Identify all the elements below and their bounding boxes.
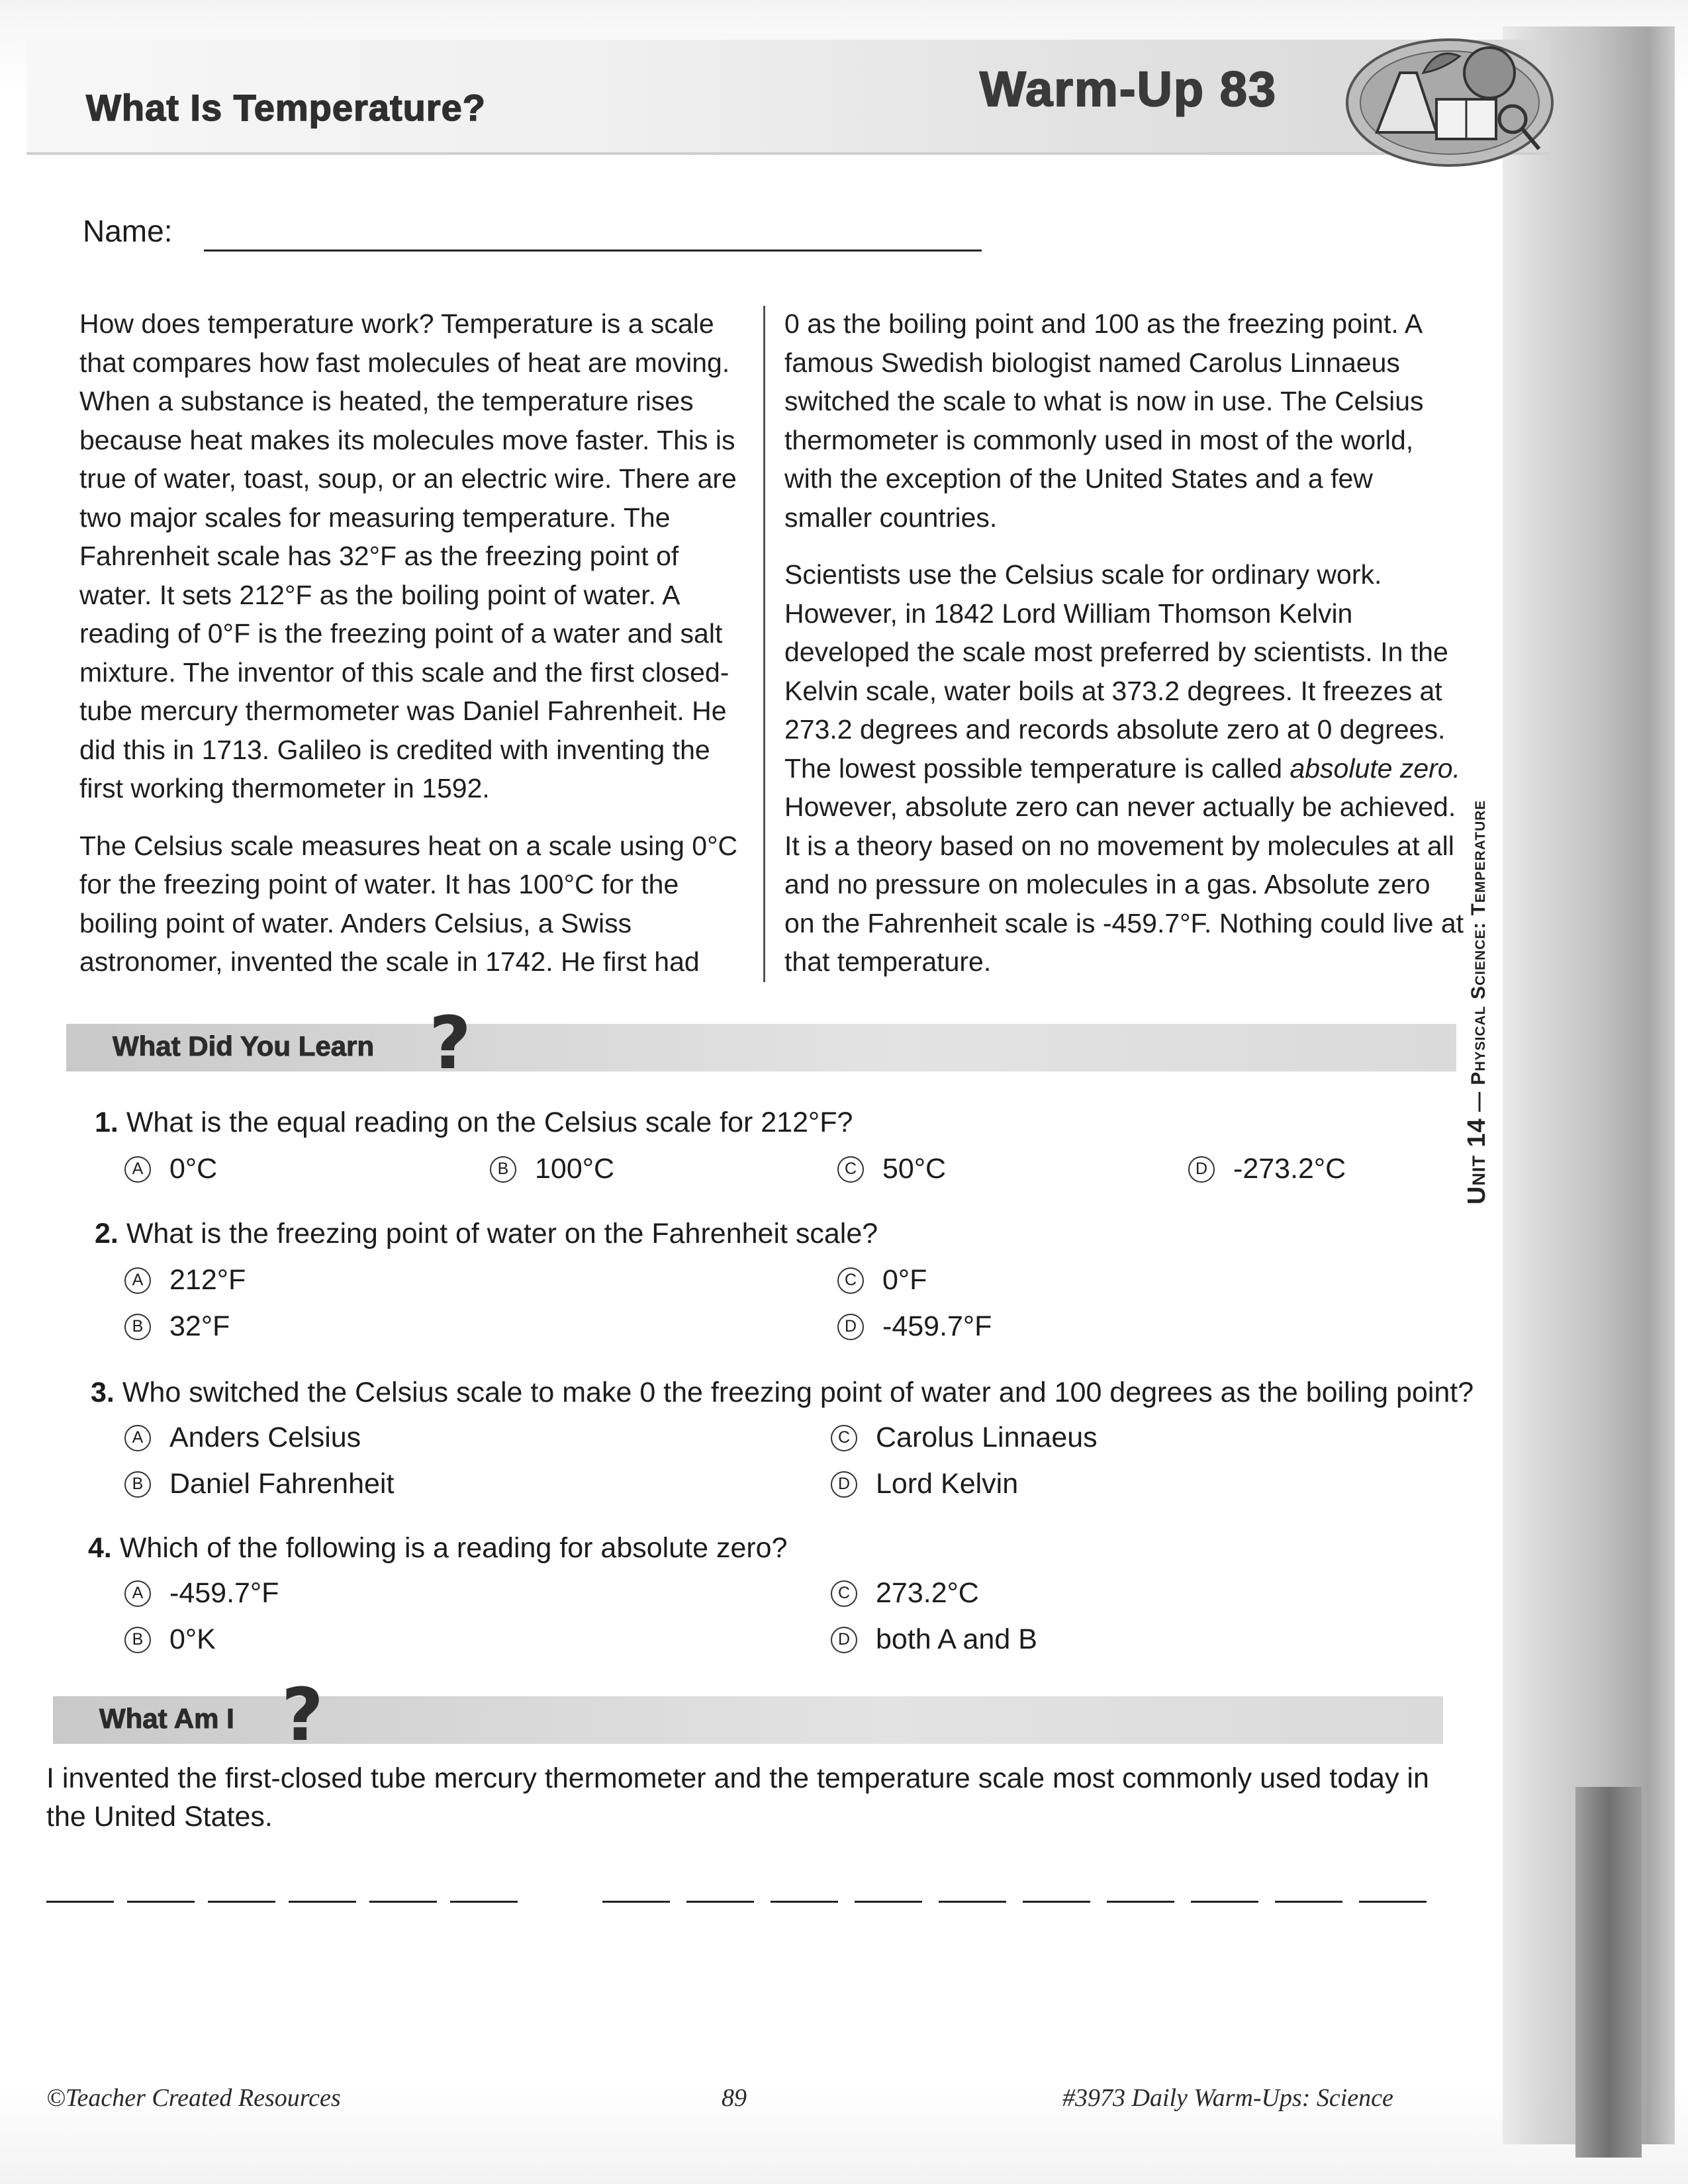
option-bubble[interactable]: B bbox=[490, 1156, 516, 1183]
option-bubble[interactable]: B bbox=[124, 1627, 151, 1653]
option-bubble[interactable]: C bbox=[837, 1267, 864, 1294]
option-bubble[interactable]: C bbox=[831, 1425, 857, 1451]
option-bubble[interactable]: B bbox=[124, 1471, 151, 1498]
answer-option-2c[interactable]: C 0°F bbox=[837, 1264, 927, 1297]
letter-blank[interactable] bbox=[686, 1901, 754, 1903]
letter-blank[interactable] bbox=[771, 1901, 838, 1903]
unit-side-label: Unit 14 — Physical Science: Temperature bbox=[1463, 799, 1491, 1205]
name-label: Name: bbox=[83, 214, 173, 248]
letter-blank[interactable] bbox=[289, 1901, 356, 1903]
letter-blank[interactable] bbox=[855, 1901, 922, 1903]
reading-column-right bbox=[784, 304, 1466, 981]
letter-blank[interactable] bbox=[127, 1901, 195, 1903]
emphasis-term: absolute zero. bbox=[1289, 752, 1460, 784]
name-input-line[interactable] bbox=[204, 250, 982, 251]
section-title-what-am-i: What Am I bbox=[99, 1703, 234, 1734]
footer-publisher: ©Teacher Created Resources bbox=[46, 2084, 341, 2112]
reading-paragraph: 0 as the boiling point and 100 as the freezing point. A famous Swedish biologist named Carolus Linnaeus switched the scale to what is now in use. The Celsius thermometer is commonly used in most of the world, with the exception of the United States and a few smaller countries. bbox=[784, 308, 1424, 533]
option-bubble[interactable]: A bbox=[124, 1156, 151, 1183]
answer-option-3b[interactable]: B Daniel Fahrenheit bbox=[124, 1468, 394, 1500]
answer-option-1c[interactable]: C 50°C bbox=[837, 1153, 946, 1185]
letter-blank[interactable] bbox=[450, 1901, 518, 1903]
warmup-number: Warm-Up 83 bbox=[980, 62, 1278, 116]
letter-blank[interactable] bbox=[1107, 1901, 1174, 1903]
answer-option-1b[interactable]: B 100°C bbox=[490, 1153, 614, 1185]
option-bubble[interactable]: C bbox=[837, 1156, 864, 1183]
letter-blank[interactable] bbox=[602, 1901, 670, 1903]
riddle-text: I invented the first-closed tube mercury thermometer and the temperature scale most commonly used today in the United States. bbox=[46, 1762, 1429, 1833]
option-bubble[interactable]: A bbox=[124, 1267, 151, 1294]
answer-option-1a[interactable]: A 0°C bbox=[124, 1153, 217, 1185]
answer-option-4c[interactable]: C 273.2°C bbox=[831, 1577, 979, 1610]
reading-paragraph: How does temperature work? Temperature is a scale that compares how fast molecules of heat are moving. When a substance is heated, the temperature rises because heat makes its molecules move faster. This is true of water, toast, soup, or an electric wire. There are two major scales for measuring temperature. The Fahrenheit scale has 32°F as the freezing point of water. It sets 212°F as the boiling point of water. A reading of 0°F is the freezing point of a water and salt mixture. The inventor of this scale and the first closed-tube mercury thermometer was Daniel Fahrenheit. He did this in 1713. Galileo is credited with inventing the first working thermometer in 1592. bbox=[79, 308, 737, 803]
option-bubble[interactable]: A bbox=[124, 1580, 151, 1607]
letter-blank[interactable] bbox=[46, 1901, 114, 1903]
letter-blank[interactable] bbox=[1275, 1901, 1342, 1903]
letter-blank[interactable] bbox=[1191, 1901, 1258, 1903]
question-3: 3. Who switched the Celsius scale to make 0 the freezing point of water and 100 degrees as the boiling point? bbox=[91, 1377, 1474, 1408]
question-2: 2. What is the freezing point of water on the Fahrenheit scale? bbox=[95, 1218, 878, 1250]
question-mark-icon: ? bbox=[429, 1001, 471, 1085]
answer-option-2b[interactable]: B 32°F bbox=[124, 1310, 230, 1343]
question-mark-icon: ? bbox=[281, 1672, 324, 1757]
letter-blank[interactable] bbox=[939, 1901, 1006, 1903]
reading-column-left bbox=[79, 304, 748, 981]
letter-blank[interactable] bbox=[208, 1901, 275, 1903]
question-1: 1. What is the equal reading on the Celsius scale for 212°F? bbox=[95, 1107, 853, 1138]
reading-paragraph: Scientists use the Celsius scale for ordinary work. However, in 1842 Lord William Thomson Kelvin developed the scale most preferred by scientists. In the Kelvin scale, water boils at 373.2 degrees. It freezes at 273.2 degrees and records absolute zero at 0 degrees. The lowest possible temperature is called absolute zero. However, absolute zero can never actually be achieved. It is a theory based on no movement by molecules at all and no pressure on molecules in a gas. Absolute zero on the Fahrenheit scale is -459.7°F. Nothing could live at that temperature. bbox=[784, 559, 1464, 977]
science-logo-icon bbox=[1337, 33, 1556, 172]
reading-paragraph: The Celsius scale measures heat on a scale using 0°C for the freezing point of water. It has 100°C for the boiling point of water. Anders Celsius, a Swiss astronomer, invented the scale in 1742. He first had bbox=[79, 830, 738, 977]
answer-option-2d[interactable]: D -459.7°F bbox=[837, 1310, 992, 1343]
letter-blank[interactable] bbox=[1359, 1901, 1427, 1903]
option-bubble[interactable]: A bbox=[124, 1425, 151, 1451]
option-bubble[interactable]: B bbox=[124, 1314, 151, 1340]
scan-edge-dark bbox=[1575, 1787, 1642, 2158]
section-title-learn: What Did You Learn bbox=[113, 1030, 375, 1062]
answer-option-2a[interactable]: A 212°F bbox=[124, 1264, 246, 1297]
letter-blank[interactable] bbox=[369, 1901, 437, 1903]
answer-option-4a[interactable]: A -459.7°F bbox=[124, 1577, 279, 1610]
answer-option-4d[interactable]: D both A and B bbox=[831, 1623, 1037, 1656]
option-bubble[interactable]: C bbox=[831, 1580, 857, 1607]
answer-option-1d[interactable]: D -273.2°C bbox=[1188, 1153, 1346, 1185]
page-title: What Is Temperature? bbox=[86, 87, 486, 128]
option-bubble[interactable]: D bbox=[1188, 1156, 1215, 1183]
option-bubble[interactable]: D bbox=[831, 1627, 857, 1653]
option-bubble[interactable]: D bbox=[831, 1471, 857, 1498]
question-4: 4. Which of the following is a reading for absolute zero? bbox=[88, 1532, 788, 1564]
section-header-what-am-i bbox=[53, 1696, 1443, 1744]
answer-option-3a[interactable]: A Anders Celsius bbox=[124, 1422, 361, 1454]
page-number: 89 bbox=[722, 2084, 747, 2112]
option-bubble[interactable]: D bbox=[837, 1314, 864, 1340]
answer-option-3c[interactable]: C Carolus Linnaeus bbox=[831, 1422, 1098, 1454]
column-divider bbox=[763, 306, 765, 982]
answer-option-3d[interactable]: D Lord Kelvin bbox=[831, 1468, 1018, 1500]
footer-book-title: #3973 Daily Warm-Ups: Science bbox=[1062, 2084, 1393, 2112]
answer-option-4b[interactable]: B 0°K bbox=[124, 1623, 216, 1656]
letter-blank[interactable] bbox=[1023, 1901, 1090, 1903]
